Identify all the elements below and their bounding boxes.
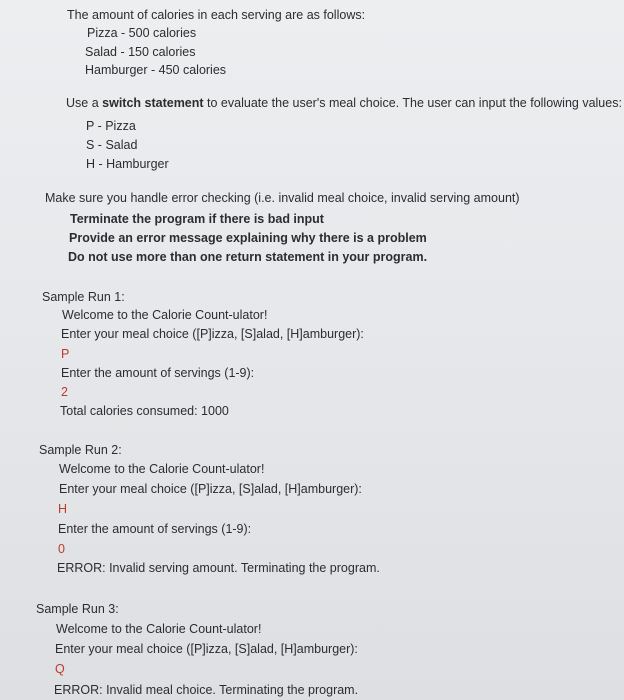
error-rule-return: Do not use more than one return statement in your program. — [68, 250, 428, 264]
sample-run-1-welcome: Welcome to the Calorie Count-ulator! — [62, 308, 268, 322]
switch-keyword: switch statement — [102, 96, 204, 110]
error-rule-terminate: Terminate the program if there is bad input — [70, 212, 324, 226]
sample-run-2-welcome: Welcome to the Calorie Count-ulator! — [59, 462, 265, 476]
meal-option-hamburger: H - Hamburger — [86, 157, 169, 171]
calories-intro: The amount of calories in each serving are as follows: — [67, 8, 366, 22]
error-intro: Make sure you handle error checking (i.e. invalid meal choice, invalid serving amount) — [45, 191, 520, 205]
switch-instruction — [66, 95, 622, 111]
sample-run-1-result: Total calories consumed: 1000 — [60, 404, 229, 418]
sample-run-2-serving-prompt: Enter the amount of servings (1-9): — [58, 522, 252, 536]
sample-run-3-meal-prompt: Enter your meal choice ([P]izza, [S]alad, [H]amburger): — [55, 642, 358, 656]
sample-run-2-meal-input: H — [58, 502, 68, 516]
sample-run-3-meal-input: Q — [55, 662, 65, 676]
sample-run-1-meal-prompt: Enter your meal choice ([P]izza, [S]alad, [H]amburger): — [61, 327, 364, 341]
sample-run-2-title: Sample Run 2: — [39, 443, 122, 457]
switch-suffix: to evaluate the user's meal choice. The user can input the following values: — [203, 96, 622, 110]
sample-run-3-welcome: Welcome to the Calorie Count-ulator! — [56, 622, 262, 636]
error-rule-message: Provide an error message explaining why there is a problem — [69, 231, 427, 245]
calorie-item-salad: Salad - 150 calories — [85, 45, 196, 59]
sample-run-1-title: Sample Run 1: — [42, 290, 125, 304]
sample-run-3-result: ERROR: Invalid meal choice. Terminating the program. — [54, 683, 359, 697]
sample-run-1-serving-prompt: Enter the amount of servings (1-9): — [61, 366, 255, 380]
calorie-item-pizza: Pizza - 500 calories — [87, 26, 197, 40]
calorie-item-hamburger: Hamburger - 450 calories — [85, 63, 227, 77]
meal-option-pizza: P - Pizza — [86, 119, 136, 133]
sample-run-2-serving-input: 0 — [58, 542, 65, 556]
sample-run-1-serving-input: 2 — [61, 385, 68, 399]
sample-run-2-meal-prompt: Enter your meal choice ([P]izza, [S]alad, [H]amburger): — [59, 482, 362, 496]
sample-run-1-meal-input: P — [61, 347, 70, 361]
sample-run-3-title: Sample Run 3: — [36, 602, 119, 616]
switch-prefix: Use a — [66, 96, 103, 110]
sample-run-2-result: ERROR: Invalid serving amount. Terminating the program. — [57, 561, 380, 575]
meal-option-salad: S - Salad — [86, 138, 138, 152]
